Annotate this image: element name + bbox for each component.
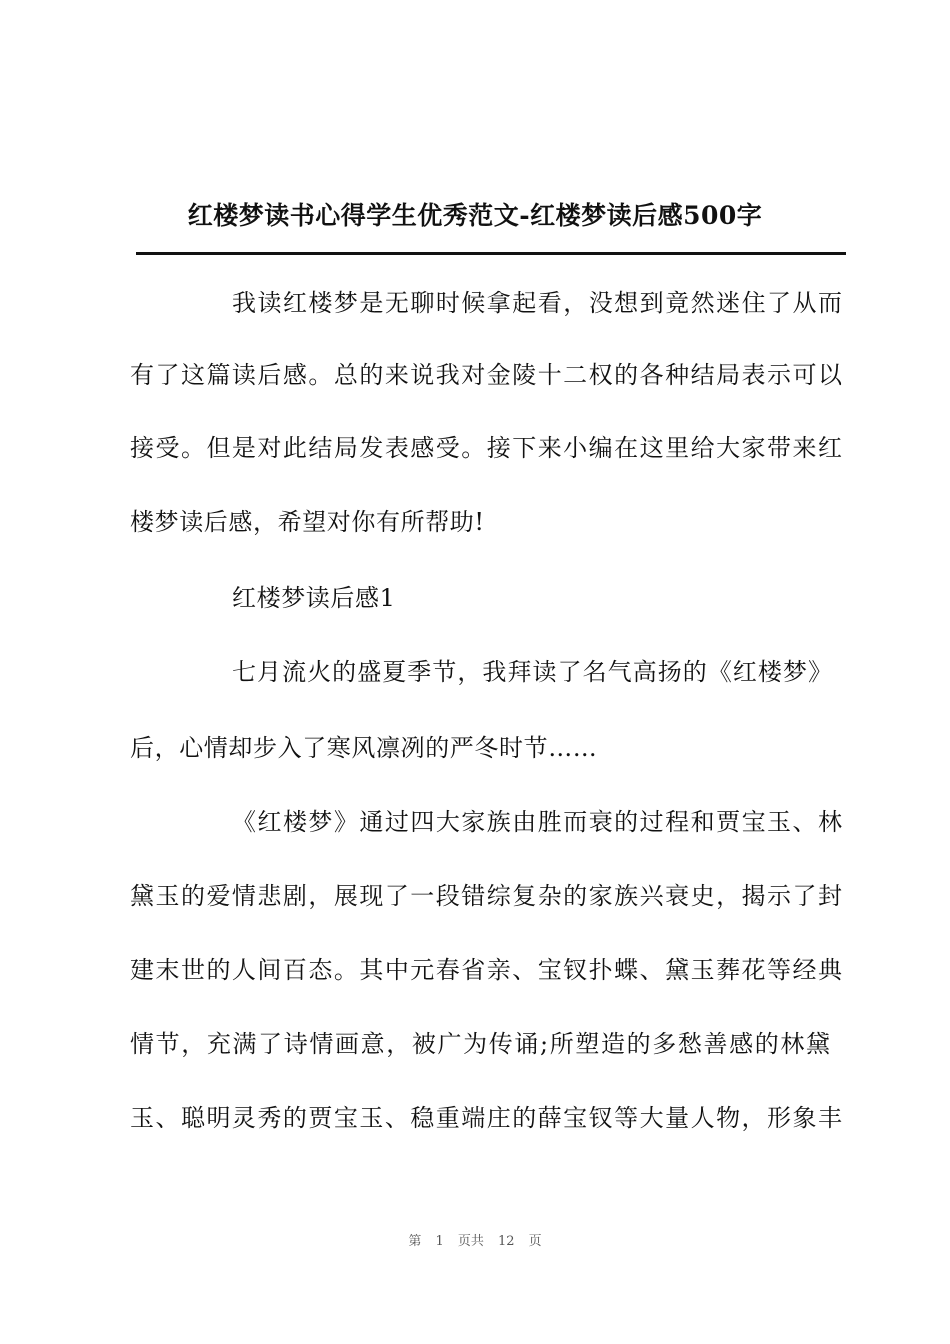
paragraph-line: 有了这篇读后感。总的来说我对金陵十二权的各种结局表示可以 <box>130 361 842 389</box>
document-title: 红楼梦读书心得学生优秀范文-红楼梦读后感500字 <box>187 201 763 230</box>
paragraph-line: 楼梦读后感，希望对你有所帮助! <box>130 508 485 536</box>
paragraph-line: 《红楼梦》通过四大家族由胜而衰的过程和贾宝玉、林 <box>232 808 842 836</box>
paragraph-line: 后，心情却步入了寒风凛冽的严冬时节…… <box>130 734 598 762</box>
section-heading: 红楼梦读后感1 <box>232 584 396 612</box>
page-number-footer: 第 1 页共 12 页 <box>408 1234 542 1249</box>
paragraph-line: 玉、聪明灵秀的贾宝玉、稳重端庄的薛宝钗等大量人物，形象丰 <box>130 1104 842 1132</box>
paragraph-line: 建末世的人间百态。其中元春省亲、宝钗扑蝶、黛玉葬花等经典 <box>130 956 842 984</box>
title-divider <box>136 252 846 255</box>
paragraph-line: 我读红楼梦是无聊时候拿起看，没想到竟然迷住了从而 <box>232 289 842 317</box>
paragraph-line: 接受。但是对此结局发表感受。接下来小编在这里给大家带来红 <box>130 434 842 462</box>
paragraph-line: 黛玉的爱情悲剧，展现了一段错综复杂的家族兴衰史，揭示了封 <box>130 882 842 910</box>
paragraph-line: 七月流火的盛夏季节，我拜读了名气高扬的《红楼梦》 <box>232 658 832 686</box>
paragraph-line: 情节，充满了诗情画意，被广为传诵;所塑造的多愁善感的林黛 <box>130 1030 830 1058</box>
